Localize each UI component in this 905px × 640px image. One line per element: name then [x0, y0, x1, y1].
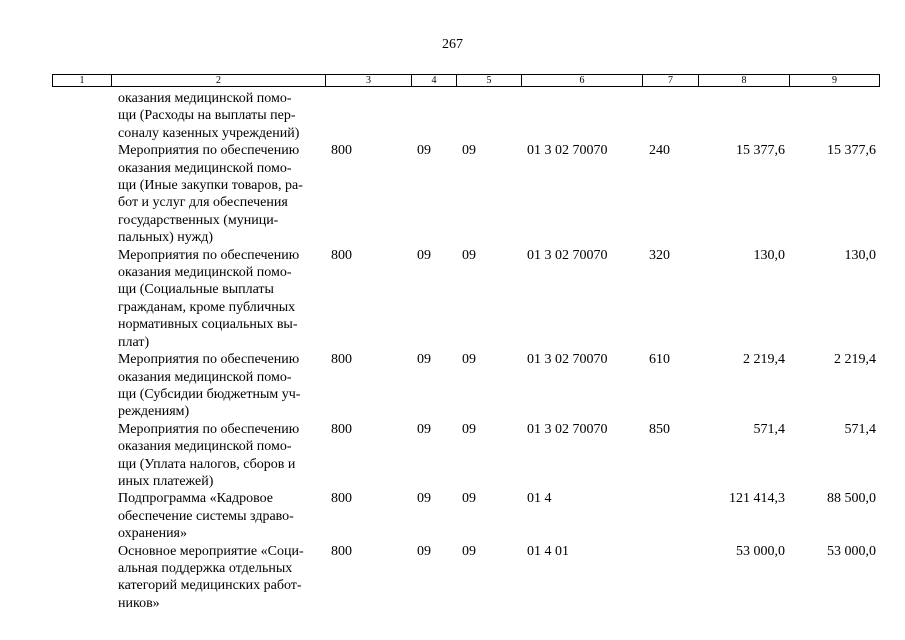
row-col-5: 09	[462, 421, 476, 437]
row-col-3: 800	[331, 352, 352, 368]
row-col-4: 09	[417, 352, 431, 368]
row-col-5: 09	[462, 352, 476, 368]
row-col-6: 01 3 02 70070	[527, 247, 608, 263]
row-col-7: 610	[649, 352, 670, 368]
row-col-6: 01 3 02 70070	[527, 143, 608, 159]
row-col-9: 15 377,6	[827, 143, 876, 159]
row-col-8: 130,0	[753, 247, 785, 263]
row-col-7: 320	[649, 247, 670, 263]
row-name: оказания медицинской помо- щи (Расходы на выплаты пер- соналу казенных учреждений)	[118, 91, 300, 141]
row-col-5: 09	[462, 543, 476, 559]
table-row	[0, 421, 905, 491]
row-col-5: 09	[462, 491, 476, 507]
row-col-9: 571,4	[844, 421, 876, 437]
row-col-9: 88 500,0	[827, 491, 876, 507]
row-col-3: 800	[331, 247, 352, 263]
header-col-9: 9	[832, 75, 837, 86]
header-col-6: 6	[522, 75, 643, 86]
row-col-7: 850	[649, 421, 670, 437]
row-col-6: 01 3 02 70070	[527, 352, 608, 368]
row-col-4: 09	[417, 491, 431, 507]
table-row	[0, 543, 905, 613]
header-col-2: 2	[112, 75, 326, 86]
row-col-3: 800	[331, 143, 352, 159]
row-name: Мероприятия по обеспечению оказания медицинской помо- щи (Субсидии бюджетным уч- реждениям)	[118, 352, 301, 420]
row-col-3: 800	[331, 491, 352, 507]
row-col-9: 130,0	[844, 247, 876, 263]
row-col-6: 01 3 02 70070	[527, 421, 608, 437]
header-col-3: 3	[326, 75, 412, 86]
header-col-7: 7	[643, 75, 699, 86]
row-col-9: 53 000,0	[827, 543, 876, 559]
row-name: Основное мероприятие «Соци- альная поддержка отдельных категорий медицинских работ- ников»	[118, 543, 304, 611]
table-row	[0, 90, 905, 142]
row-col-4: 09	[417, 543, 431, 559]
header-col-8: 8	[699, 75, 790, 86]
row-col-8: 15 377,6	[736, 143, 785, 159]
row-col-5: 09	[462, 247, 476, 263]
row-col-8: 121 414,3	[729, 491, 785, 507]
table-row	[0, 351, 905, 421]
table-row	[0, 247, 905, 351]
row-col-8: 571,4	[753, 421, 785, 437]
row-name: Мероприятия по обеспечению оказания медицинской помо- щи (Иные закупки товаров, ра- бот и услуг для обеспечения государственных (муници- пальных) нужд)	[118, 143, 303, 246]
row-col-8: 2 219,4	[743, 352, 785, 368]
row-col-4: 09	[417, 143, 431, 159]
row-name: Подпрограмма «Кадровое обеспечение системы здраво- охранения»	[118, 491, 294, 542]
row-col-8: 53 000,0	[736, 543, 785, 559]
table-body	[0, 90, 905, 612]
row-col-3: 800	[331, 543, 352, 559]
table-row	[0, 490, 905, 542]
table-header-row	[52, 74, 880, 87]
row-col-5: 09	[462, 143, 476, 159]
page-number: 267	[442, 37, 463, 52]
row-col-4: 09	[417, 421, 431, 437]
row-col-6: 01 4	[527, 491, 552, 507]
row-col-9: 2 219,4	[834, 352, 876, 368]
table-row	[0, 142, 905, 246]
row-col-7: 240	[649, 143, 670, 159]
row-name: Мероприятия по обеспечению оказания медицинской помо- щи (Социальные выплаты гражданам, кроме публичных нормативных социальных вы- плат)	[118, 247, 300, 350]
header-col-4: 4	[412, 75, 457, 86]
row-col-3: 800	[331, 421, 352, 437]
row-col-4: 09	[417, 247, 431, 263]
header-col-5: 5	[457, 75, 522, 86]
row-col-6: 01 4 01	[527, 543, 569, 559]
header-col-1: 1	[53, 75, 112, 86]
row-name: Мероприятия по обеспечению оказания медицинской помо- щи (Уплата налогов, сборов и иных платежей)	[118, 421, 300, 489]
